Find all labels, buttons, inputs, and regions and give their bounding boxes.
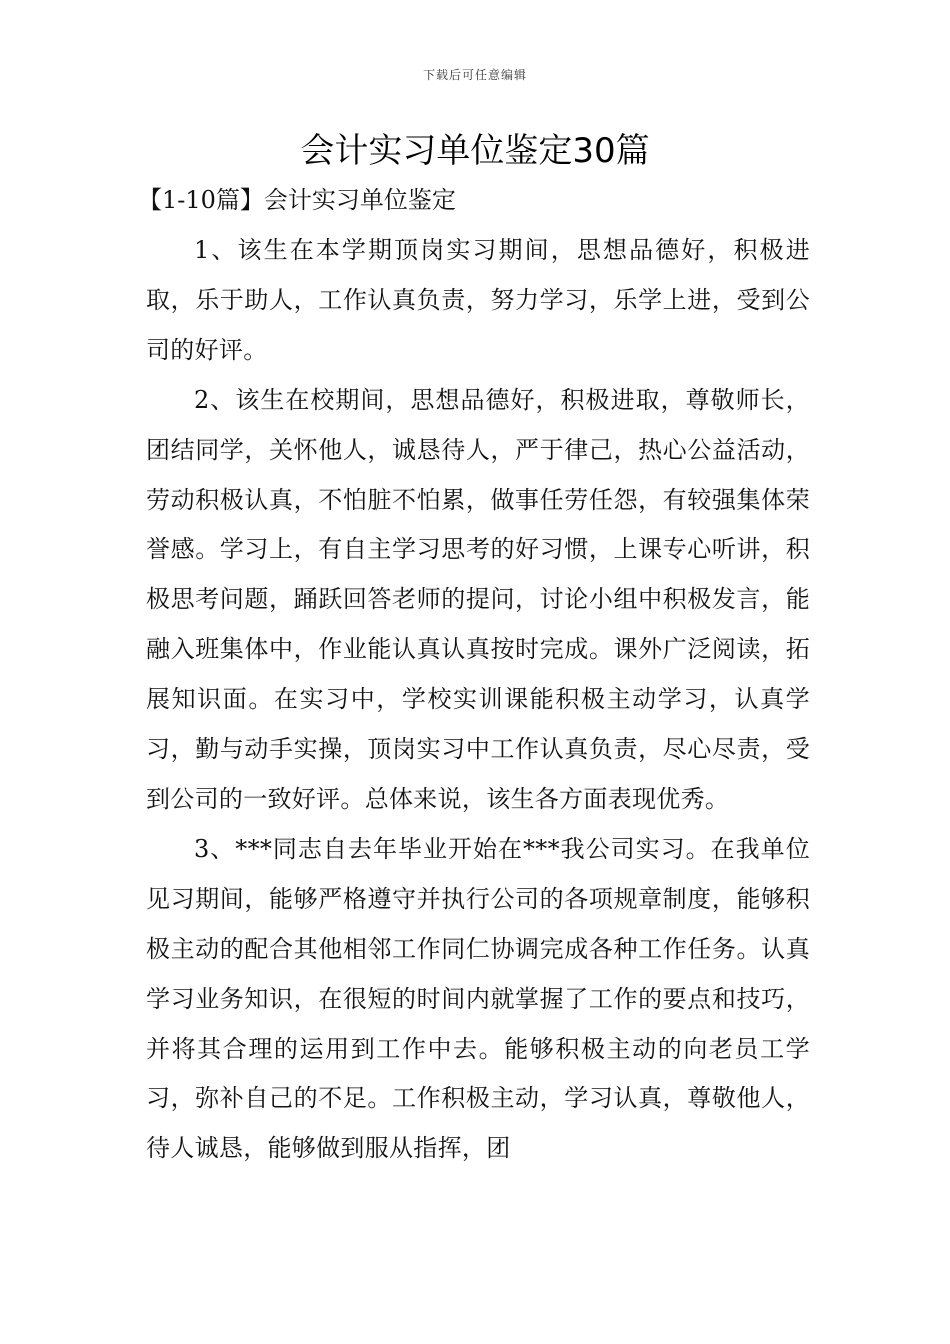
paragraph-3: 3、***同志自去年毕业开始在***我公司实习。在我单位见习期间，能够严格遵守并执行公司的各项规章制度，能够积极主动的配合其他相邻工作同仁协调完成各种工作任务。认真学习业务知识，在很短的时间内就掌握了工作的要点和技巧，并将其合理的运用到工作中去。能够积极主动的向老员工学习，弥补自己的不足。工作积极主动，学习认真，尊敬他人，待人诚恳，能够做到服从指挥，团 <box>146 834 810 1163</box>
section-heading: 【1-10篇】会计实习单位鉴定 <box>138 186 456 214</box>
document-body <box>146 226 810 1174</box>
paragraph-1: 1、该生在本学期顶岗实习期间，思想品德好，积极进取，乐于助人，工作认真负责，努力学习，乐学上进，受到公司的好评。 <box>146 236 810 364</box>
paragraph-2: 2、该生在校期间，思想品德好，积极进取，尊敬师长，团结同学，关怀他人，诚恳待人，严于律己，热心公益活动，劳动积极认真，不怕脏不怕累，做事任劳任怨，有较强集体荣誉感。学习上，有自主学习思考的好习惯，上课专心听讲，积极思考问题，踊跃回答老师的提问，讨论小组中积极发言，能融入班集体中，作业能认真认真按时完成。课外广泛阅读，拓展知识面。在实习中，学校实训课能积极主动学习，认真学习，勤与动手实操，顶岗实习中工作认真负责，尽心尽责，受到公司的一致好评。总体来说，该生各方面表现优秀。 <box>146 385 810 813</box>
document-title: 会计实习单位鉴定30篇 <box>300 131 650 171</box>
header-note: 下载后可任意编辑 <box>422 68 527 82</box>
